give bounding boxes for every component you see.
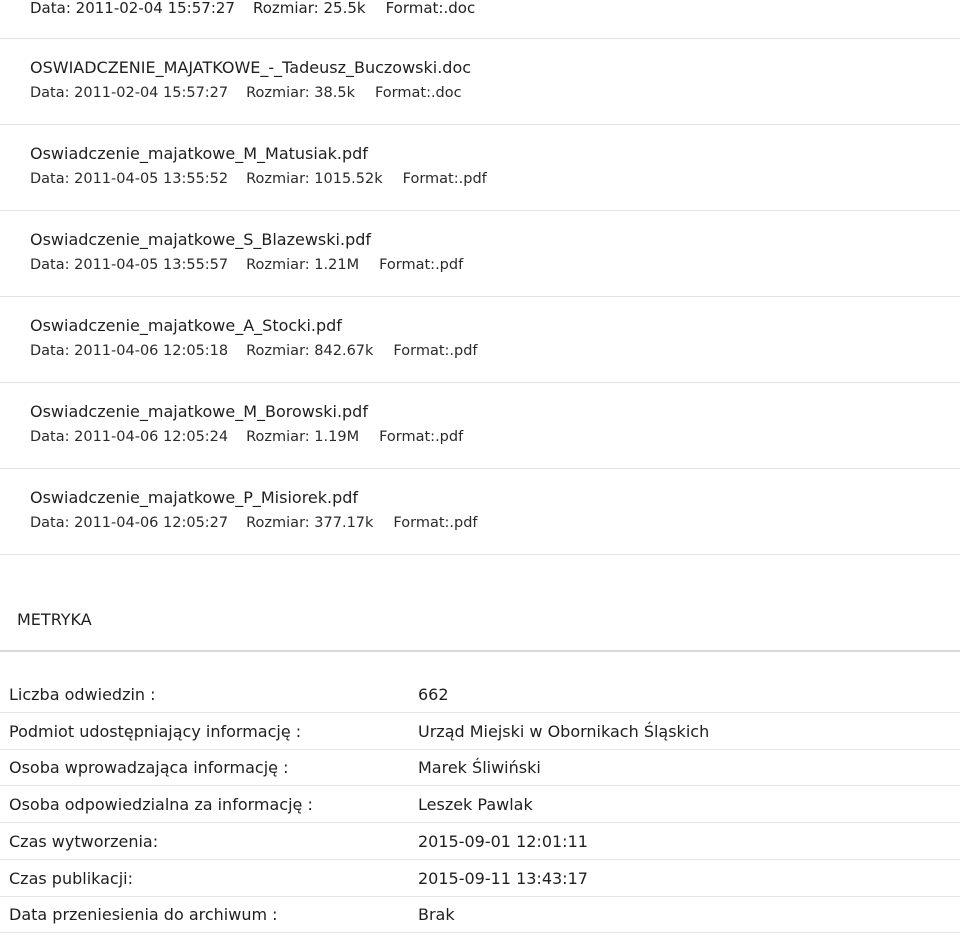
- attachment-date: [30, 341, 228, 361]
- format-value: .doc: [430, 85, 462, 101]
- date-label: Data:: [30, 85, 70, 101]
- date-value: 2011-04-05 13:55:57: [74, 257, 229, 273]
- format-label: Format:: [379, 429, 436, 445]
- format-label: Format:: [374, 85, 431, 101]
- size-value: 842.67k: [314, 343, 374, 359]
- date-label: Data:: [30, 515, 70, 531]
- attachment-link[interactable]: Oswiadczenie_majatkowe_A_Stocki.pdf: [30, 316, 342, 335]
- attachment-format: [386, 0, 476, 16]
- date-label: Data:: [30, 257, 70, 273]
- attachment-divider: [0, 210, 960, 211]
- date-value: 2011-02-04 15:57:27: [75, 0, 235, 17]
- attachment-size: [246, 341, 373, 361]
- date-value: 2011-02-04 15:57:27: [74, 85, 229, 101]
- attachment-date: [30, 513, 228, 533]
- attachment-date: [30, 83, 228, 103]
- attachment-meta-partial: [30, 0, 495, 18]
- attachment-meta: [30, 341, 498, 361]
- attachment-link[interactable]: Oswiadczenie_majatkowe_M_Borowski.pdf: [30, 402, 368, 421]
- date-label: Data:: [30, 171, 70, 187]
- attachment-format: [379, 255, 463, 275]
- size-value: 25.5k: [323, 0, 366, 17]
- attachment-link[interactable]: Oswiadczenie_majatkowe_P_Misiorek.pdf: [30, 488, 359, 507]
- date-value: 2011-04-06 12:05:27: [74, 515, 229, 531]
- attachment-item: [0, 488, 960, 574]
- format-value: .pdf: [458, 171, 487, 187]
- metryka-label: Osoba wprowadzająca informację :: [9, 758, 289, 777]
- date-label: Data:: [30, 343, 70, 359]
- date-value: 2011-04-05 13:55:52: [74, 171, 229, 187]
- format-label: Format:: [385, 0, 444, 17]
- metryka-row: [0, 760, 960, 814]
- size-label: Rozmiar:: [246, 171, 310, 187]
- metryka-row-divider: [0, 932, 960, 933]
- attachment-date: [30, 427, 228, 447]
- format-value: .pdf: [435, 257, 464, 273]
- attachment-size: [246, 255, 359, 275]
- size-label: Rozmiar:: [246, 429, 310, 445]
- metryka-value: 2015-09-11 13:43:17: [418, 869, 588, 888]
- format-value: .doc: [443, 0, 476, 17]
- size-value: 1015.52k: [314, 171, 383, 187]
- attachment-size: [246, 169, 383, 189]
- metryka-value: Marek Śliwiński: [418, 758, 541, 777]
- attachment-item: [0, 316, 960, 402]
- size-label: Rozmiar:: [246, 515, 310, 531]
- date-value: 2011-04-06 12:05:24: [74, 429, 229, 445]
- metryka-title: METRYKA: [17, 610, 92, 629]
- format-label: Format:: [402, 171, 459, 187]
- attachment-item: [0, 230, 960, 316]
- metryka-row: [0, 870, 960, 924]
- attachment-divider: [0, 38, 960, 39]
- metryka-row: [0, 797, 960, 851]
- size-label: Rozmiar:: [246, 257, 310, 273]
- attachment-meta: [30, 169, 507, 189]
- attachment-size: [246, 83, 355, 103]
- metryka-value: Brak: [418, 905, 455, 924]
- attachment-item: [0, 144, 960, 230]
- attachment-meta: [30, 513, 498, 533]
- size-value: 1.19M: [314, 429, 360, 445]
- metryka-label: Liczba odwiedzin :: [9, 685, 156, 704]
- attachment-divider: [0, 296, 960, 297]
- format-label: Format:: [393, 343, 450, 359]
- metryka-value: 2015-09-01 12:01:11: [418, 832, 588, 851]
- attachment-link[interactable]: Oswiadczenie_majatkowe_S_Blazewski.pdf: [30, 230, 372, 249]
- attachment-link[interactable]: OSWIADCZENIE_MAJATKOWE_-_Tadeusz_Buczowski.doc: [30, 58, 472, 77]
- metryka-row: [0, 834, 960, 888]
- size-label: Rozmiar:: [252, 0, 319, 17]
- metryka-value: Urząd Miejski w Obornikach Śląskich: [418, 722, 710, 741]
- attachment-meta: [30, 255, 483, 275]
- attachment-format: [393, 513, 477, 533]
- attachment-meta: [30, 427, 483, 447]
- attachment-item: [0, 402, 960, 488]
- format-label: Format:: [379, 257, 436, 273]
- attachment-meta: [30, 83, 482, 103]
- metryka-label: Czas wytworzenia:: [9, 832, 159, 851]
- metryka-value: Leszek Pawlak: [418, 795, 533, 814]
- attachment-format: [379, 427, 463, 447]
- attachment-divider: [0, 468, 960, 469]
- format-value: .pdf: [449, 515, 478, 531]
- metryka-label: Osoba odpowiedzialna za informację :: [9, 795, 313, 814]
- metryka-label: Data przeniesienia do archiwum :: [9, 905, 278, 924]
- attachment-size: [253, 0, 366, 16]
- date-value: 2011-04-06 12:05:18: [74, 343, 229, 359]
- format-value: .pdf: [449, 343, 478, 359]
- attachment-date: [30, 255, 228, 275]
- attachment-link[interactable]: Oswiadczenie_majatkowe_M_Matusiak.pdf: [30, 144, 368, 163]
- size-label: Rozmiar:: [246, 343, 310, 359]
- metryka-row: [0, 723, 960, 777]
- size-label: Rozmiar:: [246, 85, 310, 101]
- attachment-divider: [0, 382, 960, 383]
- format-value: .pdf: [435, 429, 464, 445]
- date-label: Data:: [30, 429, 70, 445]
- attachment-divider: [0, 124, 960, 125]
- size-value: 377.17k: [314, 515, 374, 531]
- attachment-divider: [0, 554, 960, 555]
- attachment-format: [375, 83, 462, 103]
- attachment-date: [30, 0, 235, 16]
- attachment-date: [30, 169, 228, 189]
- metryka-row: [0, 687, 960, 741]
- size-value: 38.5k: [314, 85, 355, 101]
- metryka-label: Podmiot udostępniający informację :: [9, 722, 302, 741]
- attachment-size: [246, 513, 373, 533]
- metryka-label: Czas publikacji:: [9, 869, 134, 888]
- metryka-value: 662: [418, 685, 449, 704]
- size-value: 1.21M: [314, 257, 360, 273]
- attachment-format: [393, 341, 477, 361]
- date-label: Data:: [30, 0, 71, 17]
- format-label: Format:: [393, 515, 450, 531]
- attachment-size: [246, 427, 359, 447]
- attachment-item: [0, 58, 960, 144]
- metryka-row: [0, 650, 960, 704]
- attachment-format: [403, 169, 487, 189]
